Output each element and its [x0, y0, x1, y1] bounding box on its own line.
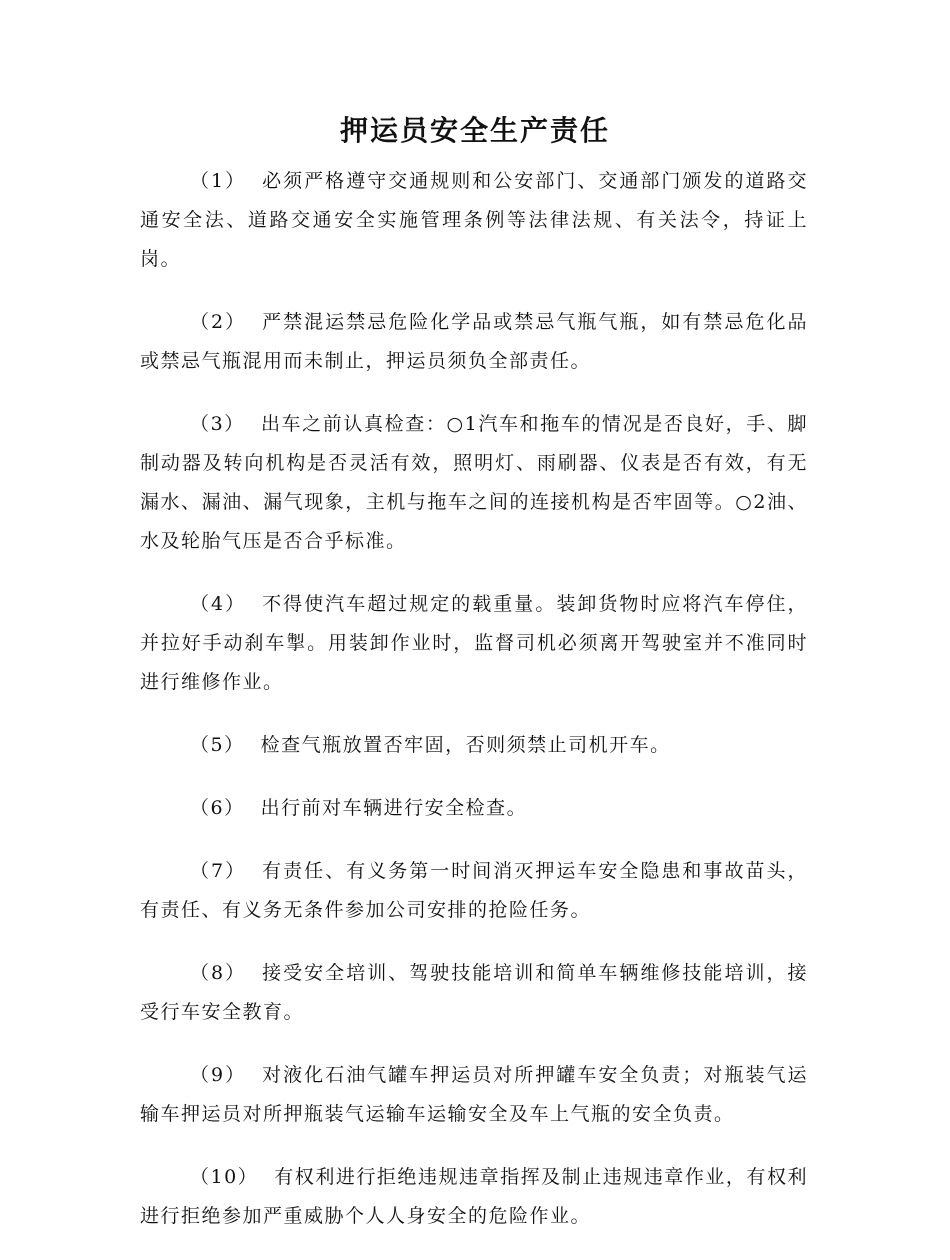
clause-text: 有权利进行拒绝违规违章指挥及制止违规违章作业，有权利进行拒绝参加严重威胁个人人身安全的危险作业。	[140, 1166, 808, 1227]
clause-text: 出行前对车辆进行安全检查。	[260, 797, 528, 819]
clause-8	[140, 954, 808, 1032]
clause-2	[140, 303, 808, 381]
clause-number: （3）	[190, 413, 245, 435]
clause-10	[140, 1158, 808, 1236]
clause-number: （8）	[190, 962, 247, 984]
clause-4	[140, 585, 808, 702]
clause-text: 有责任、有义务第一时间消灭押运车安全隐患和事故苗头，有责任、有义务无条件参加公司安排的抢险任务。	[140, 860, 808, 921]
page-title: 押运员安全生产责任	[339, 114, 610, 147]
clause-number: （7）	[190, 860, 247, 882]
document-body	[140, 162, 808, 1260]
clause-text: 严禁混运禁忌危险化学品或禁忌气瓶气瓶，如有禁忌危化品或禁忌气瓶混用而未制止，押运员须负全部责任。	[140, 311, 808, 372]
clause-number: （10）	[190, 1166, 259, 1188]
clause-7	[140, 852, 808, 930]
clause-text: 对液化石油气罐车押运员对所押罐车安全负责；对瓶装气运输车押运员对所押瓶装气运输车运输安全及车上气瓶的安全负责。	[140, 1064, 808, 1125]
clause-number: （2）	[190, 311, 247, 333]
clause-5	[140, 726, 808, 765]
clause-9	[140, 1056, 808, 1134]
clause-text: 检查气瓶放置否牢固，否则须禁止司机开车。	[260, 734, 671, 756]
clause-3	[140, 405, 808, 561]
clause-number: （9）	[190, 1064, 247, 1086]
clause-number: （4）	[190, 593, 247, 615]
clause-number: （1）	[190, 170, 247, 192]
clause-text: 出车之前认真检查：○1汽车和拖车的情况是否良好，手、脚制动器及转向机构是否灵活有效，照明灯、雨刷器、仪表是否有效，有无漏水、漏油、漏气现象，主机与拖车之间的连接机构是否牢固等。○2油、水及轮胎气压是否合乎标准。	[140, 413, 809, 552]
clause-text: 接受安全培训、驾驶技能培训和简单车辆维修技能培训，接受行车安全教育。	[140, 962, 808, 1023]
clause-6	[140, 789, 808, 828]
clause-text: 必须严格遵守交通规则和公安部门、交通部门颁发的道路交通安全法、道路交通安全实施管理条例等法律法规、有关法令，持证上岗。	[140, 170, 808, 270]
clause-text: 不得使汽车超过规定的载重量。装卸货物时应将汽车停住，并拉好手动刹车掣。用装卸作业时，监督司机必须离开驾驶室并不准同时进行维修作业。	[140, 593, 808, 693]
clause-number: （6）	[190, 797, 245, 819]
clause-number: （5）	[190, 734, 245, 756]
clause-1	[140, 162, 808, 279]
